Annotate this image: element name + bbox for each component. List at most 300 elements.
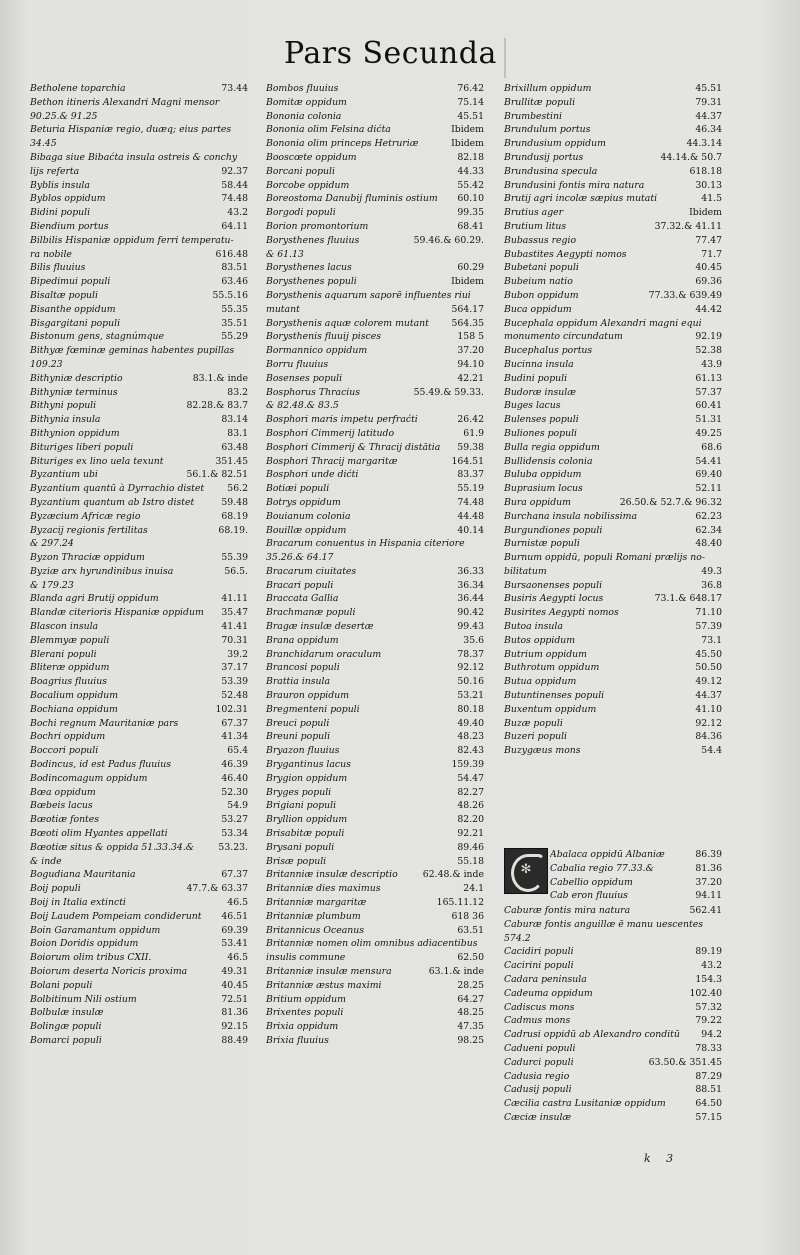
entry-reference: 45.51 (695, 83, 722, 94)
index-entry (266, 110, 484, 124)
index-entry (504, 386, 722, 400)
index-entry (266, 758, 484, 772)
entry-reference: 37.20 (457, 345, 484, 357)
entry-term: Blerani populi (30, 648, 97, 660)
entry-reference: 36.8 (701, 579, 722, 591)
index-entry (30, 427, 248, 441)
entry-term: Bosenses populi (266, 372, 343, 384)
entry-reference: 71.7 (701, 248, 722, 260)
entry-reference: 41.41 (221, 621, 248, 633)
entry-reference: 53.27 (221, 814, 248, 826)
index-entry (30, 179, 248, 193)
index-entry (504, 973, 722, 987)
entry-term: Brattia insula (266, 676, 330, 688)
index-entry (30, 220, 248, 234)
index-entry (30, 689, 248, 703)
entry-term: Britanniæ insulæ mensura (266, 966, 392, 977)
entry-term: Cadusij populi (504, 1084, 572, 1096)
index-entry (30, 482, 248, 496)
index-entry (266, 151, 484, 165)
entry-reference: 56.2 (227, 483, 248, 495)
index-entry (266, 386, 484, 400)
index-column-1 (30, 82, 248, 1048)
index-entry (504, 932, 722, 946)
index-entry (266, 413, 484, 427)
entry-reference: 56.1.& 82.51 (186, 469, 248, 481)
entry-reference: 82.18 (457, 151, 484, 163)
entry-reference: 62.48.& inde (422, 869, 484, 881)
entry-reference: 50.50 (695, 662, 722, 674)
index-entry (266, 220, 484, 234)
entry-term: Cadurci populi (504, 1056, 574, 1068)
entry-reference: Ibidem (451, 124, 484, 136)
index-entry (266, 689, 484, 703)
entry-reference: 68.19 (221, 510, 248, 522)
entry-term: Bononia colonia (266, 110, 342, 122)
entry-term: Britanniæ dies maximus (266, 883, 381, 895)
index-entry (504, 123, 722, 137)
entry-reference: 44.37 (695, 690, 722, 702)
index-entry (30, 524, 248, 538)
entry-term: Bœotiæ situs & oppida 51.33.34.& (30, 841, 195, 853)
entry-reference: 59.38 (457, 441, 484, 453)
entry-reference: 55.35 (221, 303, 248, 315)
entry-term: Bosphori Thracij margaritæ (266, 455, 398, 467)
entry-term: Bœbeis lacus (30, 800, 93, 812)
index-entry (30, 910, 248, 924)
entry-reference: 30.13 (695, 179, 722, 191)
entry-term: Borcobe oppidum (266, 179, 350, 191)
entry-reference: 44.48 (457, 510, 484, 522)
entry-reference: 94.11 (695, 890, 722, 902)
index-entry (266, 123, 484, 137)
entry-reference: 61.9 (463, 427, 484, 439)
entry-reference: 92.12 (695, 717, 722, 729)
entry-reference: 77.33.& 639.49 (648, 289, 722, 301)
index-entry (504, 206, 722, 220)
index-entry (504, 151, 722, 165)
index-entry (504, 510, 722, 524)
index-entry (30, 165, 248, 179)
entry-term: Bosphori Cimmerij & Thracij distātia (266, 441, 441, 453)
entry-term: Brixentes populi (266, 1007, 344, 1019)
entry-term: Bliteræ oppidum (30, 662, 110, 674)
entry-term: Brutius ager (504, 207, 564, 219)
entry-reference: 63.48 (221, 441, 248, 453)
index-column-3 (504, 82, 722, 758)
entry-term: Cæciæ insulæ (504, 1111, 572, 1123)
index-entry (30, 841, 248, 855)
entry-term: insulis commune (266, 952, 346, 964)
entry-reference: 82.28.& 83.7 (186, 400, 248, 412)
entry-reference: Ibidem (451, 138, 484, 150)
index-entry (550, 848, 722, 862)
index-entry (504, 592, 722, 606)
floral-ornament-icon: ✻ (520, 862, 532, 877)
entry-reference: 81.36 (695, 862, 722, 874)
index-entry (30, 620, 248, 634)
entry-reference: Ibidem (451, 276, 484, 288)
entry-reference: 73.1 (701, 634, 722, 646)
entry-reference: 99.43 (457, 621, 484, 633)
index-entry (266, 648, 484, 662)
entry-term: Bryges populi (266, 786, 332, 798)
entry-reference: 62.34 (695, 524, 722, 536)
entry-reference: 52.11 (695, 483, 722, 495)
entry-reference: 76.42 (457, 83, 484, 94)
index-entry (266, 937, 484, 951)
index-entry (504, 289, 722, 303)
entry-reference: 49.40 (457, 717, 484, 729)
entry-term: Bisanthe oppidum (30, 303, 116, 315)
entry-term: Brachmanæ populi (266, 607, 356, 619)
index-entry (504, 661, 722, 675)
index-entry (504, 358, 722, 372)
index-entry (504, 987, 722, 1001)
entry-term: Borysthenis fluuij pisces (266, 331, 381, 343)
entry-term: Caburæ fontis anguillæ ē manu uescentes (504, 918, 703, 930)
entry-term: & 179.23 (30, 579, 74, 591)
entry-reference: 55.42 (457, 179, 484, 191)
entry-term: Britium oppidum (266, 993, 346, 1005)
index-entry (30, 358, 248, 372)
entry-reference: 63.1.& inde (428, 966, 484, 977)
entry-term: Buprasium locus (504, 483, 583, 495)
index-entry (30, 882, 248, 896)
index-entry (504, 551, 722, 565)
entry-reference: 62.50 (457, 952, 484, 964)
entry-reference: 51.31 (695, 414, 722, 426)
index-entry (266, 744, 484, 758)
entry-reference: 50.16 (457, 676, 484, 688)
entry-term: Brixillum oppidum (504, 83, 592, 94)
entry-term: Boij Laudem Pompeiam condiderunt (30, 910, 202, 922)
index-entry (30, 979, 248, 993)
entry-reference: 351.45 (215, 455, 248, 467)
entry-term: Bœa oppidum (30, 786, 96, 798)
entry-reference: 79.31 (695, 96, 722, 108)
entry-term: Bolingæ populi (30, 1021, 102, 1033)
entry-reference: 64.27 (457, 993, 484, 1005)
index-entry (266, 579, 484, 593)
entry-reference: 42.21 (457, 372, 484, 384)
index-entry (30, 813, 248, 827)
entry-reference: 41.5 (701, 193, 722, 205)
entry-term: Budoræ insulæ (504, 386, 576, 398)
entry-term: Byziæ arx hyrundinibus inuisa (30, 565, 174, 577)
entry-reference: 75.14 (457, 96, 484, 108)
entry-reference: 70.31 (221, 634, 248, 646)
entry-term: Bosphori unde dićti (266, 469, 359, 481)
entry-reference: 39.2 (227, 648, 248, 660)
index-entry (504, 689, 722, 703)
index-entry (504, 904, 722, 918)
index-entry (30, 468, 248, 482)
entry-term: Brundusij portus (504, 151, 584, 163)
entry-term: 90.25.& 91.25 (30, 110, 98, 122)
entry-reference: 54.47 (457, 772, 484, 784)
entry-term: Busiris Aegypti locus (504, 593, 604, 605)
index-entry (266, 344, 484, 358)
index-entry (30, 510, 248, 524)
entry-reference: 46.40 (221, 772, 248, 784)
entry-reference: 83.1 (227, 427, 248, 439)
index-entry (504, 1042, 722, 1056)
entry-term: Bithyni populi (30, 400, 97, 412)
entry-term: Cab eron fluuius (550, 890, 628, 902)
index-entry (266, 1034, 484, 1048)
entry-reference: 53.39 (221, 676, 248, 688)
entry-term: Breuni populi (266, 731, 331, 743)
entry-term: Abalaca oppidū Albaniæ (550, 849, 665, 860)
index-entry (30, 344, 248, 358)
entry-reference: 83.14 (221, 414, 248, 426)
entry-reference: 24.1 (463, 883, 484, 895)
entry-term: Brygantinus lacus (266, 759, 351, 771)
entry-reference: 47.35 (457, 1021, 484, 1033)
index-entry (266, 399, 484, 413)
entry-term: 109.23 (30, 358, 63, 370)
decorated-initial-c (504, 848, 548, 894)
index-entry (504, 137, 722, 151)
entry-term: & 82.48.& 83.5 (266, 400, 339, 412)
entry-term: Bulenses populi (504, 414, 579, 426)
entry-reference: 78.33 (695, 1042, 722, 1054)
entry-reference: 88.51 (695, 1084, 722, 1096)
entry-term: Butos oppidum (504, 634, 576, 646)
entry-reference: 65.4 (227, 745, 248, 757)
entry-reference: 159.39 (451, 759, 484, 771)
index-entry (30, 110, 248, 124)
index-entry (30, 330, 248, 344)
index-entry (30, 399, 248, 413)
entry-reference: 62.23 (695, 510, 722, 522)
entry-reference: 61.13 (695, 372, 722, 384)
index-entry (266, 192, 484, 206)
entry-reference: 26.50.& 52.7.& 96.32 (619, 496, 722, 508)
entry-term: Boij in Italia extincti (30, 897, 126, 909)
entry-reference: 69.39 (221, 924, 248, 936)
index-entry (30, 413, 248, 427)
index-entry (30, 151, 248, 165)
entry-term: Cadrusi oppidū ab Alexandro conditū (504, 1029, 680, 1041)
index-entry (504, 730, 722, 744)
entry-term: Bononia olim princeps Hetruriæ (266, 138, 419, 150)
entry-reference: 37.32.& 41.11 (654, 220, 722, 232)
index-entry (30, 827, 248, 841)
entry-term: Bithynion oppidum (30, 427, 120, 439)
entry-reference: 36.33 (457, 565, 484, 577)
entry-reference: 26.42 (457, 414, 484, 426)
index-entry (266, 482, 484, 496)
entry-term: Cadusia regio (504, 1070, 570, 1082)
entry-term: Bryazon fluuius (266, 745, 340, 757)
index-entry (266, 275, 484, 289)
index-entry (30, 758, 248, 772)
entry-reference: 53.41 (221, 938, 248, 950)
entry-reference: 81.36 (221, 1007, 248, 1019)
entry-term: Byzantium quantum ab Istro distet (30, 496, 195, 508)
index-entry (266, 137, 484, 151)
index-entry (550, 876, 722, 890)
index-entry (266, 786, 484, 800)
entry-reference: 69.40 (695, 469, 722, 481)
entry-term: Bragæ insulæ desertæ (266, 621, 374, 633)
entry-reference: 60.29 (457, 262, 484, 274)
entry-term: Boreostoma Danubij fluminis ostium (266, 193, 438, 205)
entry-reference: 56.5. (224, 565, 248, 577)
entry-term: Bœotiæ fontes (30, 814, 100, 826)
index-entry (30, 82, 248, 96)
entry-term: Borysthenes fluuius (266, 234, 360, 246)
index-entry (30, 123, 248, 137)
entry-reference: 89.46 (457, 841, 484, 853)
index-entry (266, 82, 484, 96)
entry-term: Boij populi (30, 883, 81, 895)
entry-term: Brutium litus (504, 220, 567, 232)
index-entry (266, 537, 484, 551)
entry-term: Boccori populi (30, 745, 99, 757)
entry-term: Buxentum oppidum (504, 703, 597, 715)
entry-term: Brixia fluuius (266, 1034, 329, 1046)
entry-term: Buthrotum oppidum (504, 662, 600, 674)
index-entry (30, 951, 248, 965)
entry-term: Budini populi (504, 372, 568, 384)
entry-reference: 68.41 (457, 220, 484, 232)
entry-reference: 102.31 (215, 703, 248, 715)
entry-reference: 72.51 (221, 993, 248, 1005)
entry-reference: 45.50 (695, 648, 722, 660)
entry-term: Bubetani populi (504, 262, 579, 274)
entry-reference: 58.44 (221, 179, 248, 191)
entry-reference: 57.15 (695, 1111, 722, 1123)
entry-term: Brisæ populi (266, 855, 327, 867)
entry-reference: 52.48 (221, 690, 248, 702)
entry-term: Cæcilia castra Lusitaniæ oppidum (504, 1098, 666, 1110)
index-entry (504, 179, 722, 193)
index-entry (504, 110, 722, 124)
index-entry (266, 675, 484, 689)
index-entry (504, 1056, 722, 1070)
entry-reference: 37.20 (695, 876, 722, 888)
entry-term: Bucephalus portus (504, 345, 593, 357)
index-entry (266, 965, 484, 979)
entry-term: Bilbilis Hispaniæ oppidum ferri temperatu- (30, 234, 234, 246)
index-entry (266, 620, 484, 634)
entry-term: Britanniæ insulæ descriptio (266, 869, 398, 881)
entry-term: Buzeri populi (504, 731, 568, 743)
index-entry (266, 261, 484, 275)
index-entry (504, 959, 722, 973)
entry-term: Bistonum gens, stagnúmque (30, 331, 165, 343)
index-entry (30, 192, 248, 206)
index-entry (266, 772, 484, 786)
entry-reference: 48.26 (457, 800, 484, 812)
index-entry (504, 275, 722, 289)
entry-term: Cadueni populi (504, 1042, 576, 1054)
entry-term: Bucinna insula (504, 358, 574, 370)
index-entry (266, 427, 484, 441)
entry-reference: 35.6 (463, 634, 484, 646)
entry-reference: 83.2 (227, 386, 248, 398)
entry-term: Bulla regia oppidum (504, 441, 600, 453)
index-entry (266, 468, 484, 482)
entry-term: Butoa insula (504, 621, 563, 633)
entry-term: Bolbulæ insulæ (30, 1007, 104, 1019)
entry-reference: 82.43 (457, 745, 484, 757)
index-entry (30, 261, 248, 275)
index-entry (30, 799, 248, 813)
entry-reference: 57.39 (695, 621, 722, 633)
entry-reference: 68.6 (701, 441, 722, 453)
entry-term: Brundulum portus (504, 124, 591, 136)
index-entry (266, 1006, 484, 1020)
entry-reference: 78.37 (457, 648, 484, 660)
entry-reference: 83.51 (221, 262, 248, 274)
entry-reference: 54.4 (701, 745, 722, 757)
entry-term: Boagrius fluuius (30, 676, 107, 688)
entry-term: Cadmus mons (504, 1015, 571, 1027)
index-entry (504, 261, 722, 275)
entry-reference: 41.10 (695, 703, 722, 715)
entry-term: Bœoti olim Hyantes appellati (30, 828, 168, 840)
entry-term: Buzæ populi (504, 717, 563, 729)
index-entry (504, 1001, 722, 1015)
entry-reference: 52.38 (695, 345, 722, 357)
index-entry (30, 137, 248, 151)
entry-term: Byzantium ubi (30, 469, 98, 481)
entry-reference: 618 36 (451, 910, 484, 922)
entry-term: Botrys oppidum (266, 496, 341, 508)
index-entry (30, 289, 248, 303)
entry-term: monumento circundatum (504, 331, 623, 343)
index-entry (30, 896, 248, 910)
index-entry (266, 634, 484, 648)
entry-reference: 40.45 (221, 979, 248, 991)
entry-term: Bombos fluuius (266, 83, 339, 94)
index-entry (30, 1020, 248, 1034)
entry-reference: 71.10 (695, 607, 722, 619)
index-entry (504, 482, 722, 496)
entry-reference: 54.9 (227, 800, 248, 812)
index-entry (504, 413, 722, 427)
entry-term: Britanniæ margaritæ (266, 897, 367, 909)
index-entry (30, 772, 248, 786)
index-entry (30, 855, 248, 869)
entry-term: Buca oppidum (504, 303, 572, 315)
index-entry (266, 496, 484, 510)
index-entry (266, 165, 484, 179)
index-entry (266, 1020, 484, 1034)
index-entry (266, 303, 484, 317)
entry-term: Borysthenis aquarum saporē influentes riui (266, 289, 471, 301)
entry-reference: 46.5 (227, 952, 248, 964)
entry-term: Cadara peninsula (504, 973, 587, 985)
index-entry (30, 386, 248, 400)
entry-term: Brutij agri incolæ sæpius mutati (504, 193, 658, 205)
entry-reference: 41.34 (221, 731, 248, 743)
index-entry (550, 889, 722, 903)
index-entry (266, 882, 484, 896)
index-entry (266, 979, 484, 993)
index-entry (504, 675, 722, 689)
entry-reference: 86.39 (695, 849, 722, 860)
index-entry (30, 372, 248, 386)
entry-term: Cabalia regio 77.33.& (550, 862, 654, 874)
entry-reference: 92.21 (457, 828, 484, 840)
entry-reference: 55.39 (221, 552, 248, 564)
entry-term: Bracarum ciuitates (266, 565, 357, 577)
